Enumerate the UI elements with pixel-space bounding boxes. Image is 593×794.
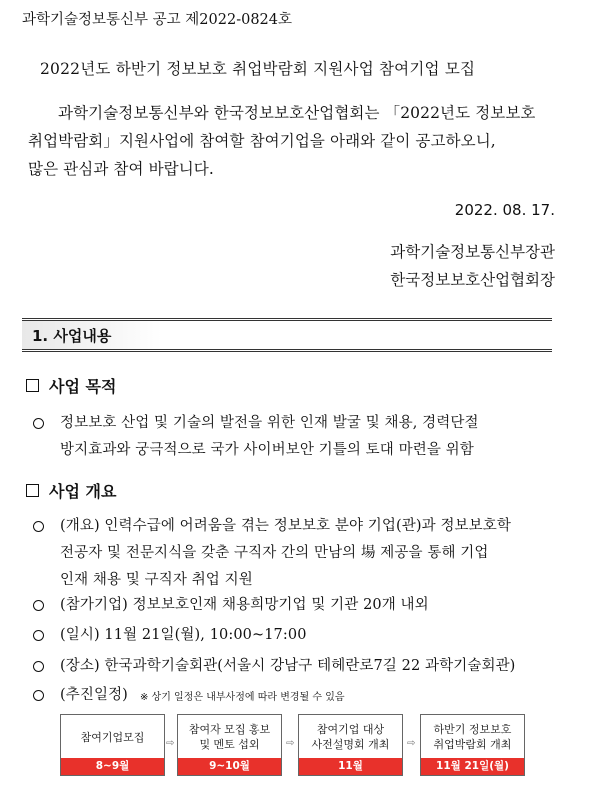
purpose-heading-text: 사업 목적 bbox=[49, 377, 117, 396]
section-title: 1. 사업내용 bbox=[32, 327, 112, 345]
arrow-right-icon: ⇨ bbox=[286, 738, 295, 749]
signer-association: 한국정보보호산업협회장 bbox=[390, 271, 555, 289]
schedule-step-label: 참여자 모집 홍보 및 멘토 섭외 bbox=[188, 723, 271, 751]
overview-item-1-line-2: 전공자 및 전문지식을 갖춘 구직자 간의 만남의 場 제공을 통해 기업 bbox=[60, 545, 489, 561]
overview-item-4: (장소) 한국과학기술회관(서울시 강남구 테헤란로7길 22 과학기술회관) bbox=[60, 658, 516, 674]
schedule-step-3 bbox=[298, 714, 403, 776]
overview-item-3: (일시) 11월 21일(월), 10:00~17:00 bbox=[60, 627, 307, 643]
overview-item-2: (참가기업) 정보보호인재 채용희망기업 및 기관 20개 내외 bbox=[60, 597, 429, 613]
signer-ministry: 과학기술정보통신부장관 bbox=[390, 243, 555, 261]
document-title: 2022년도 하반기 정보보호 취업박람회 지원사업 참여기업 모집 bbox=[40, 60, 476, 78]
checkbox-square-icon bbox=[26, 484, 39, 497]
schedule-step-label: 참여기업모집 bbox=[80, 730, 145, 744]
schedule-step-label: 참여기업 대상 사전설명회 개최 bbox=[311, 723, 390, 751]
checkbox-square-icon bbox=[26, 379, 39, 392]
overview-heading bbox=[26, 479, 116, 502]
arrow-right-icon: ⇨ bbox=[166, 738, 175, 749]
circle-bullet-icon bbox=[33, 600, 44, 611]
purpose-line-2: 방지효과와 궁극적으로 국가 사이버보안 기틀의 토대 마련을 위함 bbox=[60, 442, 474, 458]
section-header-bar bbox=[22, 318, 552, 352]
schedule-step-period: 8~9월 bbox=[61, 758, 164, 775]
schedule-step-label: 하반기 정보보호 취업박람회 개최 bbox=[433, 723, 512, 751]
schedule-step-period: 9~10월 bbox=[178, 758, 281, 775]
circle-bullet-icon bbox=[33, 661, 44, 672]
circle-bullet-icon bbox=[33, 521, 44, 532]
overview-item-1-line-1: (개요) 인력수급에 어려움을 겪는 정보보호 분야 기업(관)과 정보보호학 bbox=[60, 518, 511, 534]
overview-item-1-line-3: 인재 채용 및 구직자 취업 지원 bbox=[60, 572, 253, 588]
circle-bullet-icon bbox=[33, 630, 44, 641]
intro-line-2: 취업박람회」지원사업에 참여할 참여기업을 아래와 같이 공고하오니, bbox=[28, 132, 496, 150]
notice-number: 과학기술정보통신부 공고 제2022-0824호 bbox=[22, 12, 293, 28]
intro-line-3: 많은 관심과 참여 바랍니다. bbox=[28, 160, 214, 178]
circle-bullet-icon bbox=[33, 418, 44, 429]
intro-line-1: 과학기술정보통신부와 한국정보보호산업협회는 「2022년도 정보보호 bbox=[58, 104, 536, 122]
schedule-footnote: ※ 상기 일정은 내부사정에 따라 변경될 수 있음 bbox=[140, 692, 345, 703]
arrow-right-icon: ⇨ bbox=[407, 738, 416, 749]
circle-bullet-icon bbox=[33, 690, 44, 701]
schedule-step-period: 11월 bbox=[299, 758, 402, 775]
purpose-heading bbox=[26, 374, 116, 397]
notice-date: 2022. 08. 17. bbox=[454, 201, 555, 219]
schedule-step-2 bbox=[177, 714, 282, 776]
overview-item-5: (추진일정) bbox=[60, 687, 128, 703]
purpose-line-1: 정보보호 산업 및 기술의 발전을 위한 인재 발굴 및 채용, 경력단절 bbox=[60, 415, 479, 431]
schedule-step-4 bbox=[420, 714, 525, 776]
overview-heading-text: 사업 개요 bbox=[49, 482, 117, 501]
schedule-step-period: 11월 21일(월) bbox=[421, 758, 524, 775]
schedule-step-1 bbox=[60, 714, 165, 776]
